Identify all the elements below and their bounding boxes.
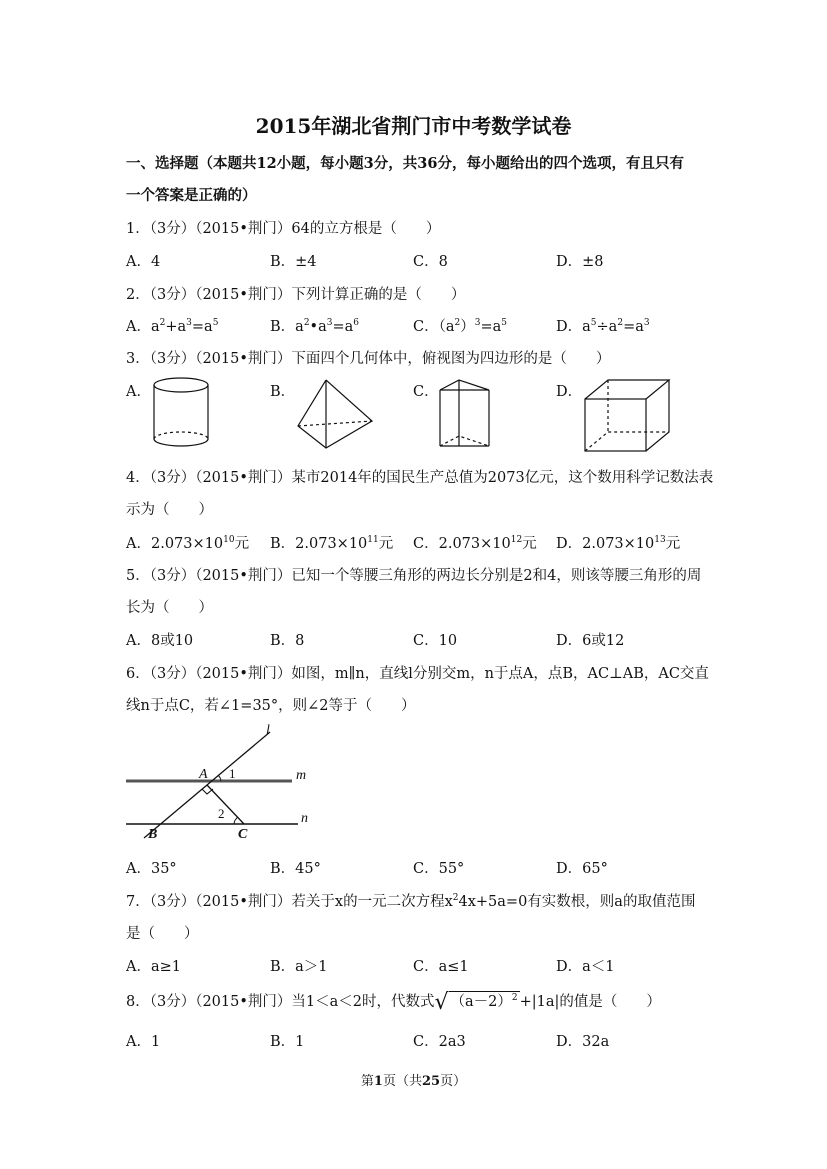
question-7-line2: 是（ ）: [126, 926, 199, 942]
q8-option-d: D．32a: [556, 1034, 610, 1050]
parallel-lines-figure: [120, 722, 330, 842]
q5-option-b: B．8: [270, 633, 305, 649]
q7-option-a: A．a≥1: [126, 959, 181, 975]
page-footer: 第1页（共25页）: [360, 1074, 467, 1089]
tetrahedron-figure: [292, 376, 382, 456]
q4-option-a: A．$2.073\times 10^{10}$元: [126, 535, 250, 552]
question-8: 8．（3分）（2015•荆门）当1＜a＜2时，代数式√ $(a-2)^2 +|1a|$的值是（ ）: [126, 990, 661, 1015]
label-C: C: [238, 827, 248, 842]
q2-option-a: A．$a^2+a^3=a^5$: [126, 318, 219, 335]
label-m: m: [296, 768, 307, 783]
page-number: 1: [373, 1074, 383, 1089]
label-angle-1: 1: [229, 766, 236, 781]
q5-option-a: A．8或10: [126, 633, 194, 649]
question-1: 1．（3分）（2015•荆门）64的立方根是（ ）: [126, 221, 441, 237]
question-3: 3．（3分）（2015•荆门）下面四个几何体中，俯视图为四边形的是（ ）: [126, 351, 611, 367]
q3-option-a: A．: [126, 384, 151, 400]
prism-figure: [437, 376, 497, 456]
q6-option-b: B．45°: [270, 861, 321, 877]
q1-option-b: B．±4: [270, 254, 317, 270]
question-5-line1: 5．（3分）（2015•荆门）已知一个等腰三角形的两边长分别是2和4，则该等腰三角形的周: [126, 568, 702, 584]
q6-option-d: D．65°: [556, 861, 608, 877]
q4-option-c: C．$2.073\times 10^{12}$元: [413, 535, 537, 552]
q5-option-c: C．10: [413, 633, 458, 649]
q8-option-b: B．1: [270, 1034, 305, 1050]
q2-option-b: B．$a^2•a^3=a^6$: [270, 318, 360, 335]
question-6-line2: 线n于点C，若∠1=35°，则∠2等于（ ）: [126, 698, 416, 714]
q1-option-a: A．4: [126, 254, 161, 270]
label-B: B: [148, 827, 158, 842]
angle-2-arc: [234, 817, 238, 824]
sqrt-symbol: √: [434, 990, 449, 1015]
question-6-line1: 6．（3分）（2015•荆门）如图，m∥n，直线l分别交m，n于点A，点B，AC⊥AB，AC交直: [126, 666, 709, 682]
segment-ac: [207, 785, 244, 824]
q7-option-b: B．a＞1: [270, 959, 328, 975]
right-angle-mark: [202, 789, 213, 794]
label-l: l: [266, 723, 270, 738]
q4-option-b: B．$2.073\times 10^{11}$元: [270, 535, 394, 552]
q8-option-a: A．1: [126, 1034, 161, 1050]
q5-option-d: D．6或12: [556, 633, 625, 649]
q2-option-d: D．$a^5\div a^2=a^3$: [556, 318, 650, 335]
q1-option-c: C．8: [413, 254, 448, 270]
page-title: 2015年湖北省荆门市中考数学试卷: [255, 114, 572, 138]
label-angle-2: 2: [218, 806, 225, 821]
question-4-line1: 4．（3分）（2015•荆门）某市2014年的国民生产总值为2073亿元，这个数用科学记数法表: [126, 470, 714, 486]
question-7-line1: 7．（3分）（2015•荆门）若关于x的一元二次方程$x^24x+5a=0$有实数根，则a的取值范围: [126, 893, 696, 910]
q8-option-c: C．2a3: [413, 1034, 466, 1050]
section-header-line2: 一个答案是正确的）: [126, 187, 257, 204]
cylinder-figure: [148, 375, 218, 455]
question-4-line2: 示为（ ）: [126, 502, 213, 518]
cube-figure: [580, 376, 680, 456]
q4-option-d: D．$2.073\times 10^{13}$元: [556, 535, 681, 552]
q7-option-d: D．a＜1: [556, 959, 615, 975]
label-n: n: [301, 811, 308, 826]
page-total: 25: [421, 1074, 441, 1089]
q2-option-c: C．$(a^2)^3=a^5$: [413, 318, 508, 335]
question-5-line2: 长为（ ）: [126, 600, 213, 616]
q3-option-d: D．: [556, 384, 583, 400]
sqrt-radicand: $(a-2)^2$: [450, 993, 518, 1010]
question-2: 2．（3分）（2015•荆门）下列计算正确的是（ ）: [126, 287, 466, 303]
q1-option-d: D．±8: [556, 254, 604, 270]
q3-option-b: B．: [270, 384, 296, 400]
q6-option-c: C．55°: [413, 861, 465, 877]
q6-option-a: A．35°: [126, 861, 177, 877]
q7-option-c: C．a≤1: [413, 959, 469, 975]
label-A: A: [199, 767, 208, 782]
q3-option-c: C．: [413, 384, 439, 400]
section-header-line1: 一、选择题（本题共12小题，每小题3分，共36分，每小题给出的四个选项，有且只有: [126, 155, 684, 172]
